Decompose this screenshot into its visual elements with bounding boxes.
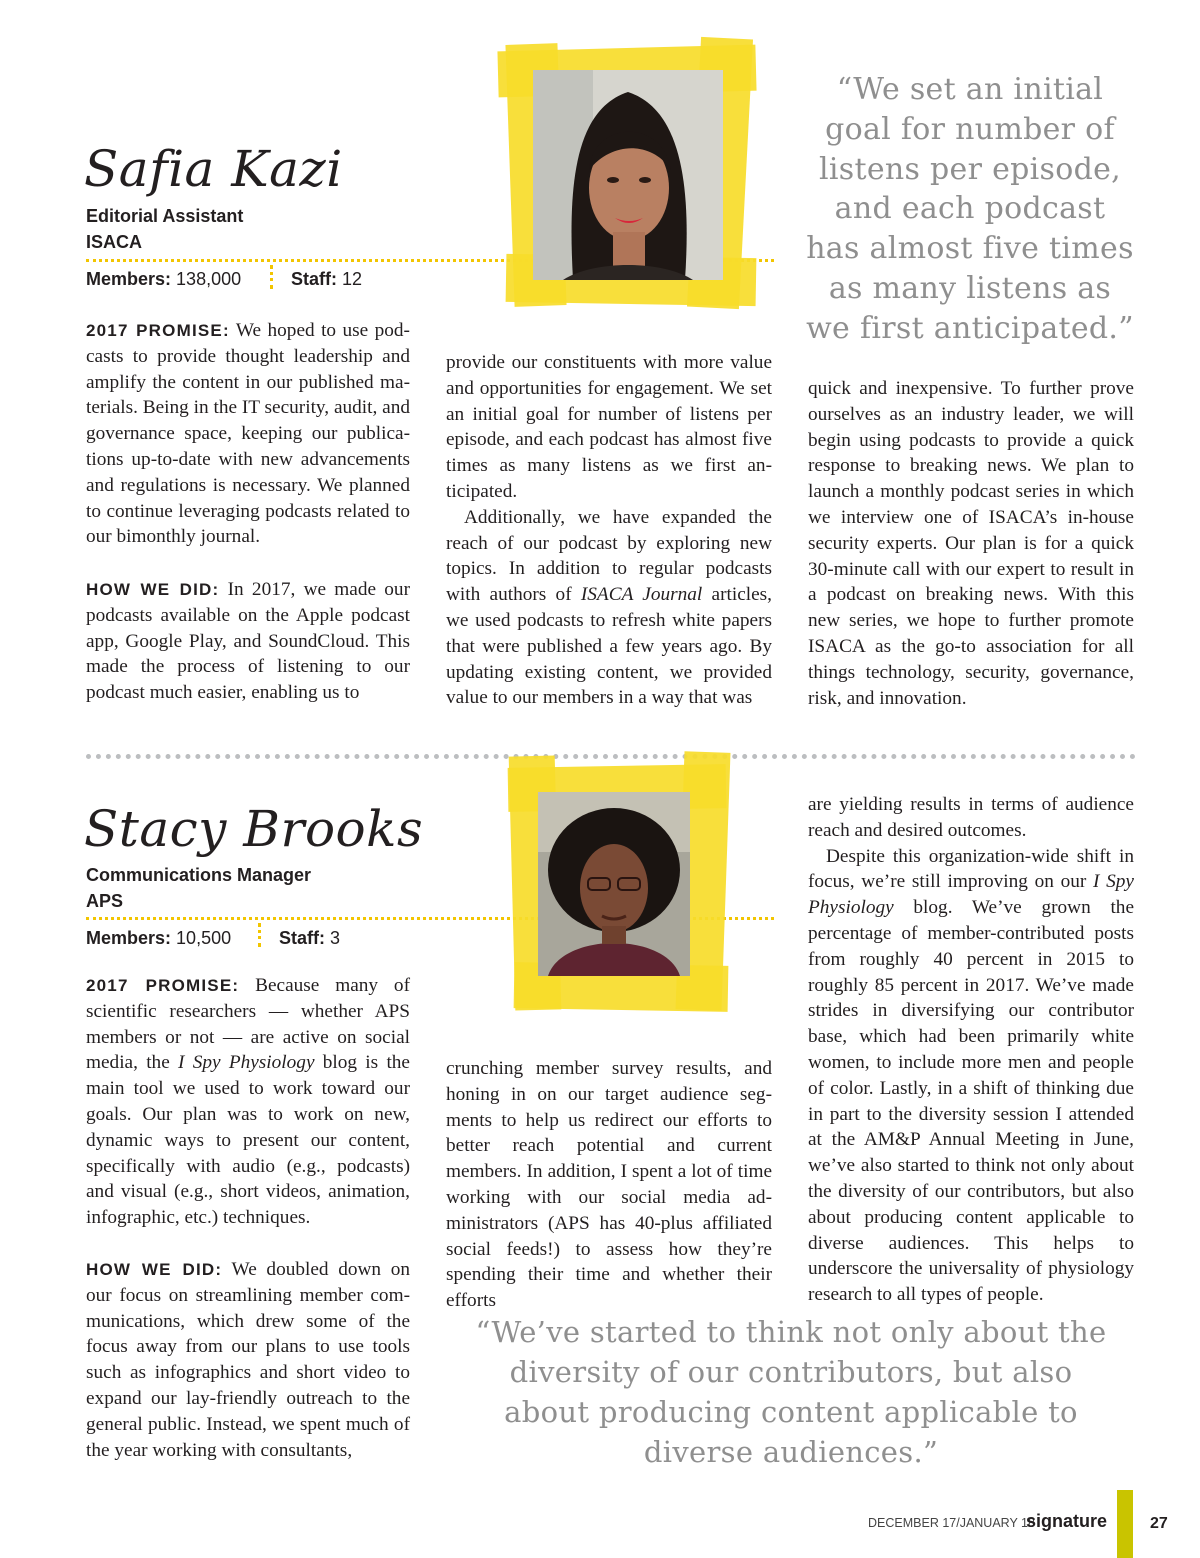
- profile-org: APS: [86, 891, 124, 911]
- staff-count: Staff: 12: [291, 269, 363, 289]
- result-paragraph: HOW WE DID: In 2017, we made our podcasts available on the Apple podcast app, Google Play, and SoundCloud. This made the process of listening to our podcast much easier, enabling us to: [86, 579, 410, 704]
- profile-name: Stacy Brooks: [84, 800, 424, 858]
- article-column-2: crunching member survey results, and honing in on our target audience segments to help us redirect our efforts to better reach potential and current members. In addition, I spent a lot of time working with our social media administrators (APS has 40-plus affiliated social feeds!) to assess how they’re spending their time and whether their efforts: [446, 1058, 772, 1312]
- stats-separator: [270, 265, 273, 289]
- pull-quote: “We’ve started to think not only about the diversity of our contributors, but also about producing content applicable to diverse audiences.”: [475, 1315, 1107, 1469]
- profile-photo-frame: [498, 38, 760, 312]
- issue-date: DECEMBER 17/JANUARY 18: [868, 1516, 1035, 1530]
- portrait-photo: [533, 70, 723, 280]
- profile-photo-frame: [508, 752, 730, 1014]
- portrait-photo: [538, 792, 690, 976]
- profile-name: Safia Kazi: [84, 140, 343, 198]
- magazine-name: signature: [1026, 1511, 1108, 1531]
- page-number: 27: [1150, 1515, 1168, 1532]
- pull-quote: “We set an initial goal for number of listens per episode, and each podcast has almost five times as many listens as we first anticipated.”: [806, 72, 1134, 346]
- article-column-2: provide our constituents with more value and opportunities for engagement. We set an initial goal for number of listens per episode, and each podcast has almost five times as many listens as we first anticipated. Additionally, we have expanded the reach of our podcast by exploring new topics. In addition to regular podcasts with authors of ISACA Journal articles, we used podcasts to refresh white papers that were published a few years ago. By updating existing content, we provided value to our members in a way that was: [446, 352, 772, 709]
- promise-paragraph: 2017 PROMISE: Because many of scientific researchers — whether APS members or not — are active on social media, the I Spy Physiology blog is the main tool we used to work toward our goals. Our plan was to work on new, dynamic ways to present our content, specifically with audio (e.g., podcasts) and visual (e.g., short videos, animation, infographic, etc.) techniques.: [86, 975, 410, 1229]
- article-column-3: are yielding results in terms of audience reach and desired outcomes. Despite this organization-wide shift in focus, we’re still improving on our I Spy Physiology blog. We’ve grown the percentage of member-contributed posts from roughly 40 percent in 2015 to roughly 85 percent in 2017. We’ve made strides in diversifying our contributor base, which had been primarily white women, to include more men and people of color. Lastly, in a shift of thinking due in part to the diversity session I attended at the AM&P Annual Meeting in June, we’ve also started to think not only about the diversity of our contributors, but also about producing content applicable to diverse audiences. This helps to underscore the universality of physiology research to all types of people.: [808, 794, 1134, 1306]
- profile-title: Editorial Assistant: [86, 206, 244, 226]
- footer-accent-bar: [1117, 1490, 1133, 1558]
- stats-separator: [258, 923, 261, 947]
- staff-count: Staff: 3: [279, 928, 341, 948]
- members-count: Members: 138,000: [86, 269, 242, 289]
- article-column-3: quick and inexpensive. To further prove ourselves as an industry leader, we will begin using podcasts to provide a quick response to breaking news. We plan to launch a monthly podcast series in which we interview one of ISACA’s in-house security experts. Our plan is for a quick 30-minute call with our expert to result in a podcast on breaking news. With this new series, we hope to further promote ISACA as the go-to association for all things technology, security, governance, risk, and innovation.: [808, 378, 1134, 709]
- profile-org: ISACA: [86, 232, 143, 252]
- promise-paragraph: 2017 PROMISE: We hoped to use podcasts to provide thought leadership and amplify the content in our published materials. Being in the IT security, audit, and governance space, keeping our publications up-to-date with new advancements and regulations is necessary. We planned to continue leveraging podcasts related to our bimonthly journal.: [86, 320, 410, 548]
- profile-title: Communications Manager: [86, 865, 312, 885]
- members-count: Members: 10,500: [86, 928, 232, 948]
- result-paragraph: HOW WE DID: We doubled down on our focus on streamlining member communications, which drew some of the focus away from our plans to use tools such as infographics and short video to expand our lay-friendly outreach to the general public. Instead, we spent much of the year working with consultants,: [86, 1259, 411, 1461]
